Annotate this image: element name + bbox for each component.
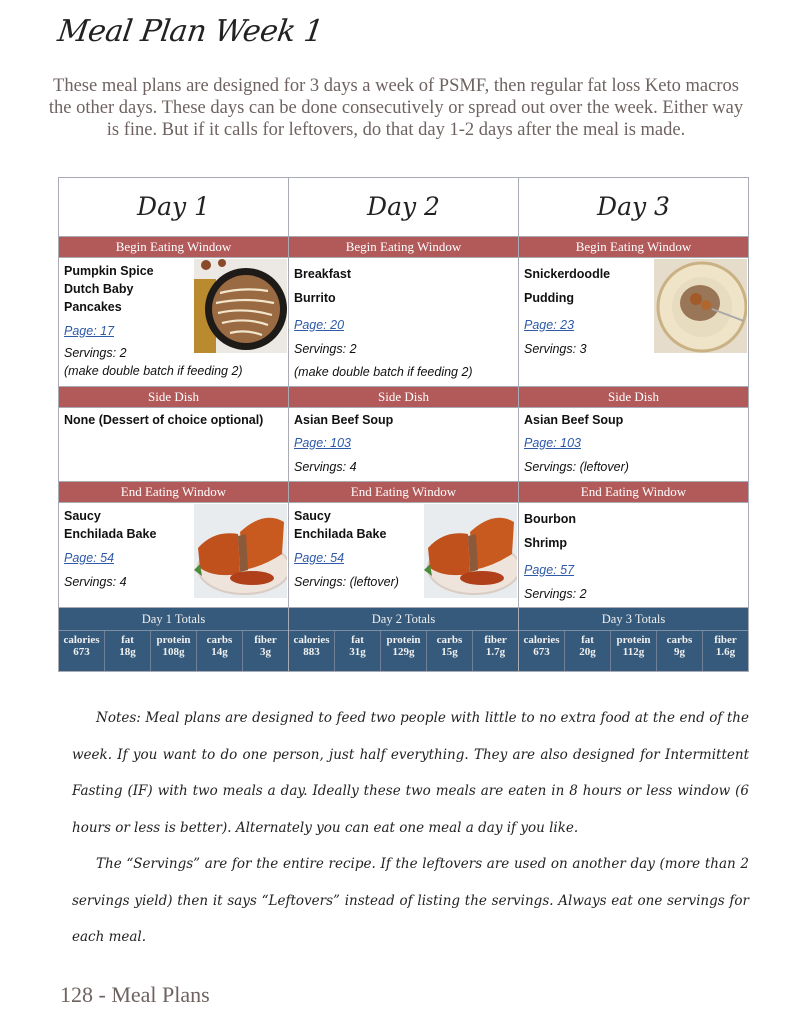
end-window-band: End Eating Window <box>289 482 519 503</box>
day-3-side-dish <box>519 408 749 482</box>
day-1-side-dish <box>59 408 289 482</box>
macro-carbs: carbs 15g <box>427 631 473 671</box>
macro-fat: fat 20g <box>565 631 611 671</box>
macro-values <box>59 631 288 671</box>
enchilada-bake-photo <box>194 504 287 598</box>
servings-note: (make double batch if feeding 2) <box>294 365 473 379</box>
servings-text: Servings: 2 <box>294 342 357 356</box>
recipe-name <box>294 262 513 310</box>
day-3-header: Day 3 <box>519 178 749 237</box>
begin-meal-row <box>59 258 749 387</box>
page-link[interactable]: Page: 54 <box>64 551 115 565</box>
side-dish-band: Side Dish <box>289 387 519 408</box>
notes-section <box>72 700 749 956</box>
begin-window-band-row <box>59 237 749 258</box>
macro-calories: calories 673 <box>59 631 105 671</box>
dutch-baby-pancake-photo <box>194 259 287 353</box>
day-2-header: Day 2 <box>289 178 519 237</box>
page-link[interactable]: Page: 23 <box>524 318 575 332</box>
meal-plan-table <box>58 177 749 672</box>
macro-fiber: fiber 3g <box>254 634 277 658</box>
page-link[interactable]: Page: 103 <box>524 436 581 450</box>
totals-label: Day 1 Totals <box>59 608 288 631</box>
servings-text: Servings: 3 <box>524 342 587 356</box>
day-1-begin-meal <box>59 258 289 387</box>
begin-window-band: Begin Eating Window <box>519 237 749 258</box>
notes-paragraph: Notes: Meal plans are designed to feed two people with little to no extra food at the end of the week. If you want to do one person, just half everything. They are also designed for Intermittent Fasting (IF) with two meals a day. Ideally these two meals are eaten in 8 hours or less window (6 hours or less is better). Alternately you can eat one meal a day if you like. <box>72 710 749 836</box>
end-meal-row <box>59 503 749 608</box>
day-1-end-meal <box>59 503 289 608</box>
side-dish-band: Side Dish <box>519 387 749 408</box>
totals-label: Day 3 Totals <box>519 608 748 631</box>
macro-protein: protein 129g <box>381 631 427 671</box>
day-2-end-meal <box>289 503 519 608</box>
macro-values <box>519 631 748 671</box>
page-link[interactable]: Page: 103 <box>294 436 351 450</box>
recipe-name-line: Saucy <box>64 509 101 523</box>
recipe-name-line: Snickerdoodle <box>524 267 611 281</box>
recipe-name-line: Pudding <box>524 291 574 305</box>
side-dish-row <box>59 408 749 482</box>
totals-label: Day 2 Totals <box>289 608 518 631</box>
begin-window-band: Begin Eating Window <box>59 237 289 258</box>
macro-fiber: fiber 1.7g <box>484 634 507 658</box>
recipe-name: Asian Beef Soup <box>524 413 624 427</box>
day-2-side-dish <box>289 408 519 482</box>
recipe-name-line: Pancakes <box>64 300 122 314</box>
side-dish-band-row <box>59 387 749 408</box>
day-1-header: Day 1 <box>59 178 289 237</box>
servings-text: Servings: 2 <box>524 587 587 601</box>
recipe-name-line: Enchilada Bake <box>64 527 157 541</box>
day-1-totals <box>59 608 289 672</box>
side-dish-band: Side Dish <box>59 387 289 408</box>
page-link[interactable]: Page: 17 <box>64 324 115 338</box>
day-3-begin-meal <box>519 258 749 387</box>
day-header-row <box>59 178 749 237</box>
recipe-name <box>524 507 743 555</box>
recipe-name-line: Shrimp <box>524 536 568 550</box>
recipe-name-line: Enchilada Bake <box>294 527 387 541</box>
servings-text: Servings: (leftover) <box>524 460 629 474</box>
macro-calories: calories 673 <box>519 631 565 671</box>
servings-text: Servings: 4 <box>294 460 357 474</box>
page-title: Meal Plan Week 1 <box>55 14 326 49</box>
recipe-name-line: Breakfast <box>294 267 351 281</box>
macro-fat: fat 18g <box>105 631 151 671</box>
page-link[interactable]: Page: 20 <box>294 318 345 332</box>
macro-carbs: carbs 9g <box>657 631 703 671</box>
day-2-totals <box>289 608 519 672</box>
recipe-name-line: Burrito <box>294 291 336 305</box>
servings-text: Servings: (leftover) <box>294 575 399 589</box>
recipe-name-line: Bourbon <box>524 512 577 526</box>
intro-paragraph: These meal plans are designed for 3 days a week of PSMF, then regular fat loss Keto macros the other days. These days can be done consecutively or spread out over the week. Either way is fine. But if it calls for leftovers, do that day 1-2 days after the meal is made. <box>48 76 744 140</box>
totals-row <box>59 608 749 672</box>
macro-calories: calories 883 <box>289 631 335 671</box>
macro-protein: protein 112g <box>611 631 657 671</box>
begin-window-band: Begin Eating Window <box>289 237 519 258</box>
snickerdoodle-pudding-photo <box>654 259 747 353</box>
end-window-band: End Eating Window <box>59 482 289 503</box>
notes-paragraph: The “Servings” are for the entire recipe. If the leftovers are used on another day (more than 2 servings yield) then it says “Leftovers” instead of listing the servings. Always eat one servings for each meal. <box>72 856 749 945</box>
recipe-name-line: Saucy <box>294 509 331 523</box>
macro-values <box>289 631 518 671</box>
day-3-end-meal <box>519 503 749 608</box>
end-window-band-row <box>59 482 749 503</box>
page-footer: 128 - Meal Plans <box>60 982 210 1007</box>
macro-protein: protein 108g <box>151 631 197 671</box>
macro-fat: fat 31g <box>335 631 381 671</box>
day-3-totals <box>519 608 749 672</box>
end-window-band: End Eating Window <box>519 482 749 503</box>
recipe-name-line: Dutch Baby <box>64 282 134 296</box>
recipe-name: None (Dessert of choice optional) <box>64 413 264 427</box>
page-link[interactable]: Page: 57 <box>524 563 575 577</box>
enchilada-bake-photo <box>424 504 517 598</box>
servings-text: Servings: 4 <box>64 575 127 589</box>
macro-fiber: fiber 1.6g <box>714 634 737 658</box>
recipe-name: Asian Beef Soup <box>294 413 394 427</box>
servings-text: Servings: 2 <box>64 346 127 360</box>
servings-note: (make double batch if feeding 2) <box>64 364 243 378</box>
page-link[interactable]: Page: 54 <box>294 551 345 565</box>
recipe-name-line: Pumpkin Spice <box>64 264 154 278</box>
day-2-begin-meal <box>289 258 519 387</box>
macro-carbs: carbs 14g <box>197 631 243 671</box>
